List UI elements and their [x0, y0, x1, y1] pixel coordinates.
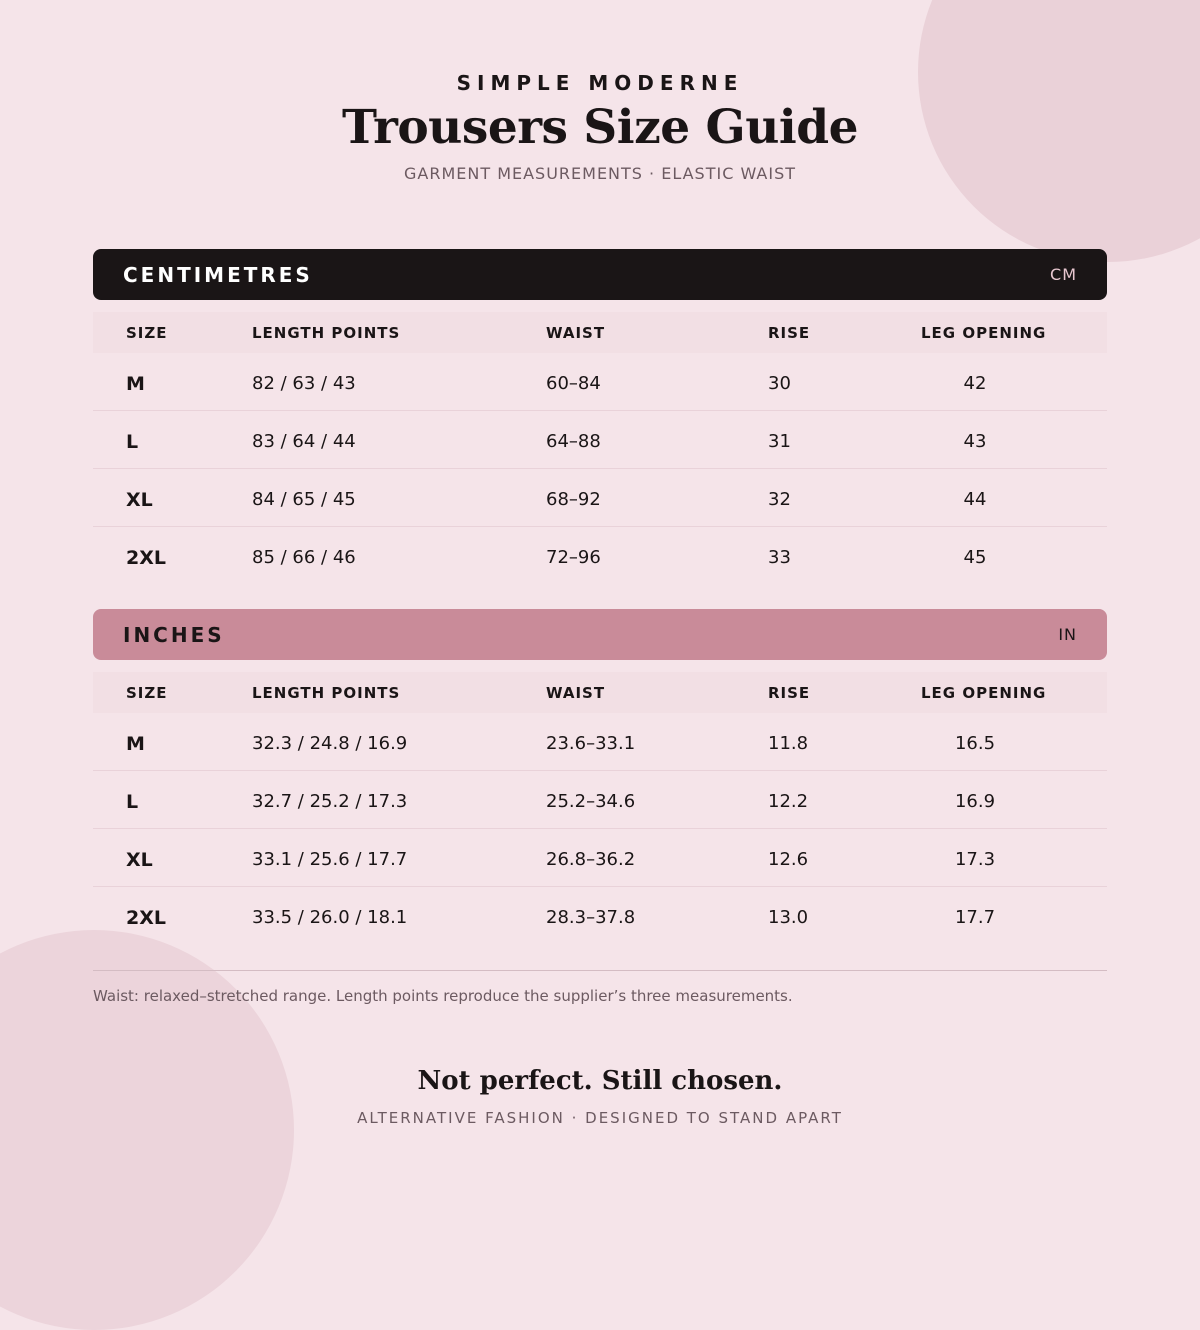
table-header-row: [93, 672, 1107, 713]
length-points-cell: 84 / 65 / 45: [252, 489, 356, 510]
waist-cell: 25.2–34.6: [546, 791, 636, 812]
size-cell: L: [126, 791, 139, 813]
length-points-cell: 85 / 66 / 46: [252, 547, 356, 568]
waist-cell: 28.3–37.8: [546, 907, 636, 928]
inches-table: [93, 672, 1107, 944]
leg-opening-cell: 16.5: [954, 733, 996, 754]
table-row: [93, 887, 1107, 944]
length-points-cell: 33.5 / 26.0 / 18.1: [252, 907, 408, 928]
rise-cell: 11.8: [768, 733, 809, 754]
centimetres-section-title: CENTIMETRES: [123, 262, 313, 287]
size-cell: 2XL: [126, 907, 166, 929]
column-header-leg-opening: LEG OPENING: [921, 324, 1047, 342]
column-header-length-points: LENGTH POINTS: [252, 684, 401, 702]
column-header-rise: RISE: [768, 324, 811, 342]
waist-cell: 68–92: [546, 489, 601, 510]
table-row: [93, 771, 1107, 829]
leg-opening-cell: 43: [963, 431, 987, 452]
length-points-cell: 32.7 / 25.2 / 17.3: [252, 791, 408, 812]
table-row: [93, 829, 1107, 887]
rise-cell: 12.2: [768, 791, 809, 812]
leg-opening-cell: 42: [963, 373, 987, 394]
column-header-leg-opening: LEG OPENING: [921, 684, 1047, 702]
centimetres-section-header: [93, 249, 1107, 300]
waist-cell: 60–84: [546, 373, 601, 394]
leg-opening-cell: 17.7: [954, 907, 996, 928]
leg-opening-cell: 16.9: [954, 791, 996, 812]
leg-opening-cell: 44: [963, 489, 987, 510]
size-cell: L: [126, 431, 139, 453]
table-header-row: [93, 312, 1107, 353]
length-points-cell: 33.1 / 25.6 / 17.7: [252, 849, 408, 870]
footer-subtitle: ALTERNATIVE FASHION · DESIGNED TO STAND APART: [357, 1109, 843, 1127]
tagline: Not perfect. Still chosen.: [417, 1066, 783, 1096]
size-cell: 2XL: [126, 547, 166, 569]
leg-opening-cell: 45: [963, 547, 987, 568]
column-header-waist: WAIST: [546, 684, 606, 702]
table-row: [93, 713, 1107, 771]
centimetres-table: [93, 312, 1107, 584]
column-header-length-points: LENGTH POINTS: [252, 324, 401, 342]
size-cell: M: [126, 733, 145, 755]
length-points-cell: 32.3 / 24.8 / 16.9: [252, 733, 408, 754]
inches-unit-label: IN: [1058, 625, 1077, 644]
inches-section-title: INCHES: [123, 622, 225, 647]
length-points-cell: 83 / 64 / 44: [252, 431, 356, 452]
brand-name: SIMPLE MODERNE: [456, 71, 744, 95]
size-cell: XL: [126, 849, 153, 871]
rise-cell: 30: [768, 373, 791, 394]
waist-cell: 72–96: [546, 547, 601, 568]
footnote: Waist: relaxed–stretched range. Length points reproduce the supplier’s three measurements.: [93, 987, 793, 1005]
page-title: Trousers Size Guide: [342, 100, 858, 155]
column-header-size: SIZE: [126, 324, 168, 342]
table-row: [93, 469, 1107, 527]
rise-cell: 13.0: [768, 907, 809, 928]
size-cell: M: [126, 373, 145, 395]
centimetres-unit-label: CM: [1050, 265, 1077, 284]
footnote-divider: [93, 970, 1107, 971]
rise-cell: 32: [768, 489, 791, 510]
rise-cell: 33: [768, 547, 791, 568]
table-row: [93, 527, 1107, 584]
rise-cell: 31: [768, 431, 791, 452]
size-cell: XL: [126, 489, 153, 511]
page-subtitle: GARMENT MEASUREMENTS · ELASTIC WAIST: [403, 164, 796, 183]
waist-cell: 26.8–36.2: [546, 849, 636, 870]
column-header-rise: RISE: [768, 684, 811, 702]
table-row: [93, 411, 1107, 469]
waist-cell: 23.6–33.1: [546, 733, 636, 754]
rise-cell: 12.6: [768, 849, 809, 870]
inches-section-header: [93, 609, 1107, 660]
length-points-cell: 82 / 63 / 43: [252, 373, 356, 394]
waist-cell: 64–88: [546, 431, 601, 452]
column-header-size: SIZE: [126, 684, 168, 702]
table-row: [93, 353, 1107, 411]
leg-opening-cell: 17.3: [954, 849, 996, 870]
column-header-waist: WAIST: [546, 324, 606, 342]
